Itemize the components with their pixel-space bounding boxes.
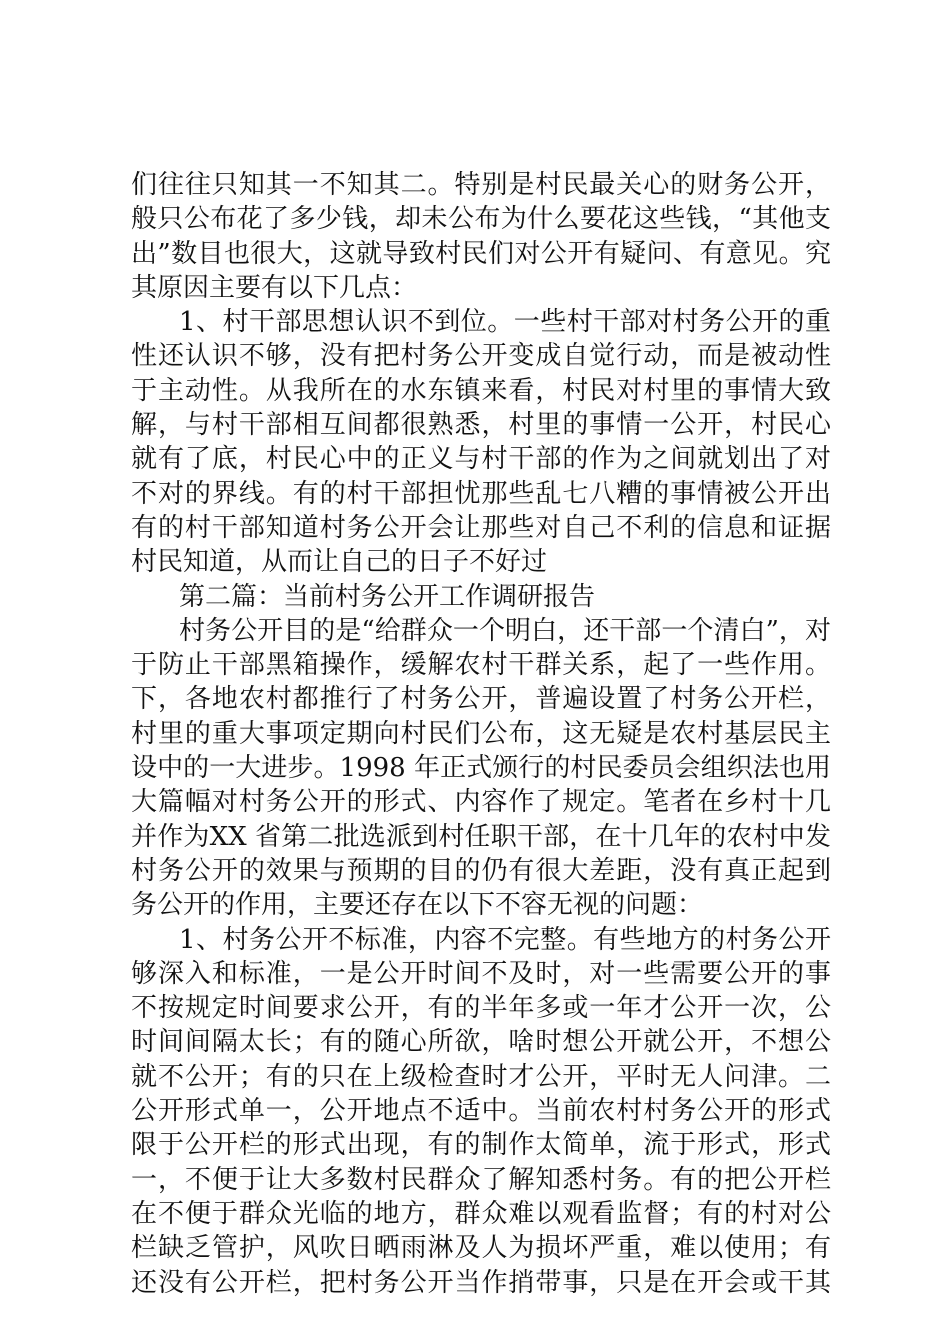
paragraph-start-line: 村务公开目的是“给群众一个明白，还干部一个清白”，对	[179, 615, 831, 646]
text-line: 般只公布花了多少钱，却未公布为什么要花这些钱，“其他支	[131, 204, 831, 235]
text-line: 性还认识不够，没有把村务公开变成自觉行动，而是被动性	[131, 341, 831, 372]
text-line: 解，与村干部相互间都很熟悉，村里的事情一公开，村民心	[131, 410, 831, 441]
text-line: 公开形式单一，公开地点不适中。当前农村村务公开的形式	[131, 1096, 831, 1127]
paragraph-start-line: 1、村干部思想认识不到位。一些村干部对村务公开的重	[179, 307, 831, 338]
text-line: 不对的界线。有的村干部担忧那些乱七八糟的事情被公开出	[131, 478, 831, 509]
text-line: 们往往只知其一不知其二。特别是村民最关心的财务公开，	[131, 170, 831, 200]
text-line: 于防止干部黑箱操作，缓解农村干群关系，起了一些作用。	[131, 650, 831, 681]
text-line: 够深入和标准，一是公开时间不及时，对一些需要公开的事	[131, 958, 831, 989]
document-body	[131, 168, 831, 1300]
section-heading: 第二篇：当前村务公开工作调研报告	[179, 581, 596, 612]
text-line: 在不便于群众光临的地方，群众难以观看监督；有的村对公	[131, 1198, 831, 1229]
text-line: 村民知道，从而让自己的日子不好过	[131, 547, 548, 578]
paragraph-start-line: 1、村务公开不标准，内容不完整。有些地方的村务公开	[179, 924, 831, 955]
text-line: 时间间隔太长；有的随心所欲，啥时想公开就公开，不想公	[131, 1027, 831, 1058]
text-line: 村里的重大事项定期向村民们公布，这无疑是农村基层民主	[131, 718, 831, 749]
text-line: 就有了底，村民心中的正义与村干部的作为之间就划出了对	[131, 444, 831, 475]
text-line: 其原因主要有以下几点：	[131, 272, 418, 303]
text-line: 就不公开；有的只在上级检查时才公开，平时无人问津。二	[131, 1061, 831, 1092]
text-line: 村务公开的效果与预期的目的仍有很大差距，没有真正起到	[131, 855, 831, 886]
text-line: 务公开的作用，主要还存在以下不容无视的问题：	[131, 890, 704, 921]
text-line: 下，各地农村都推行了村务公开，普遍设置了村务公开栏，	[131, 684, 831, 715]
text-line: 并作为XX 省第二批选派到村任职干部，在十几年的农村中发	[131, 821, 831, 852]
text-line: 限于公开栏的形式出现，有的制作太简单，流于形式，形式	[131, 1130, 831, 1161]
text-line: 一，不便于让大多数村民群众了解知悉村务。有的把公开栏	[131, 1164, 831, 1195]
text-line: 栏缺乏管护，风吹日晒雨淋及人为损坏严重，难以使用；有	[131, 1233, 831, 1264]
text-line: 于主动性。从我所在的水东镇来看，村民对村里的事情大致	[131, 375, 831, 406]
text-line: 大篇幅对村务公开的形式、内容作了规定。笔者在乡村十几	[131, 787, 831, 818]
text-line: 有的村干部知道村务公开会让那些对自己不利的信息和证据	[131, 512, 831, 543]
text-line: 还没有公开栏，把村务公开当作捎带事，只是在开会或干其	[131, 1267, 831, 1298]
text-line: 出”数目也很大，这就导致村民们对公开有疑问、有意见。究	[131, 238, 831, 269]
text-line: 不按规定时间要求公开，有的半年多或一年才公开一次，公	[131, 993, 831, 1024]
text-line: 设中的一大进步。1998 年正式颁行的村民委员会组织法也用	[131, 753, 831, 784]
